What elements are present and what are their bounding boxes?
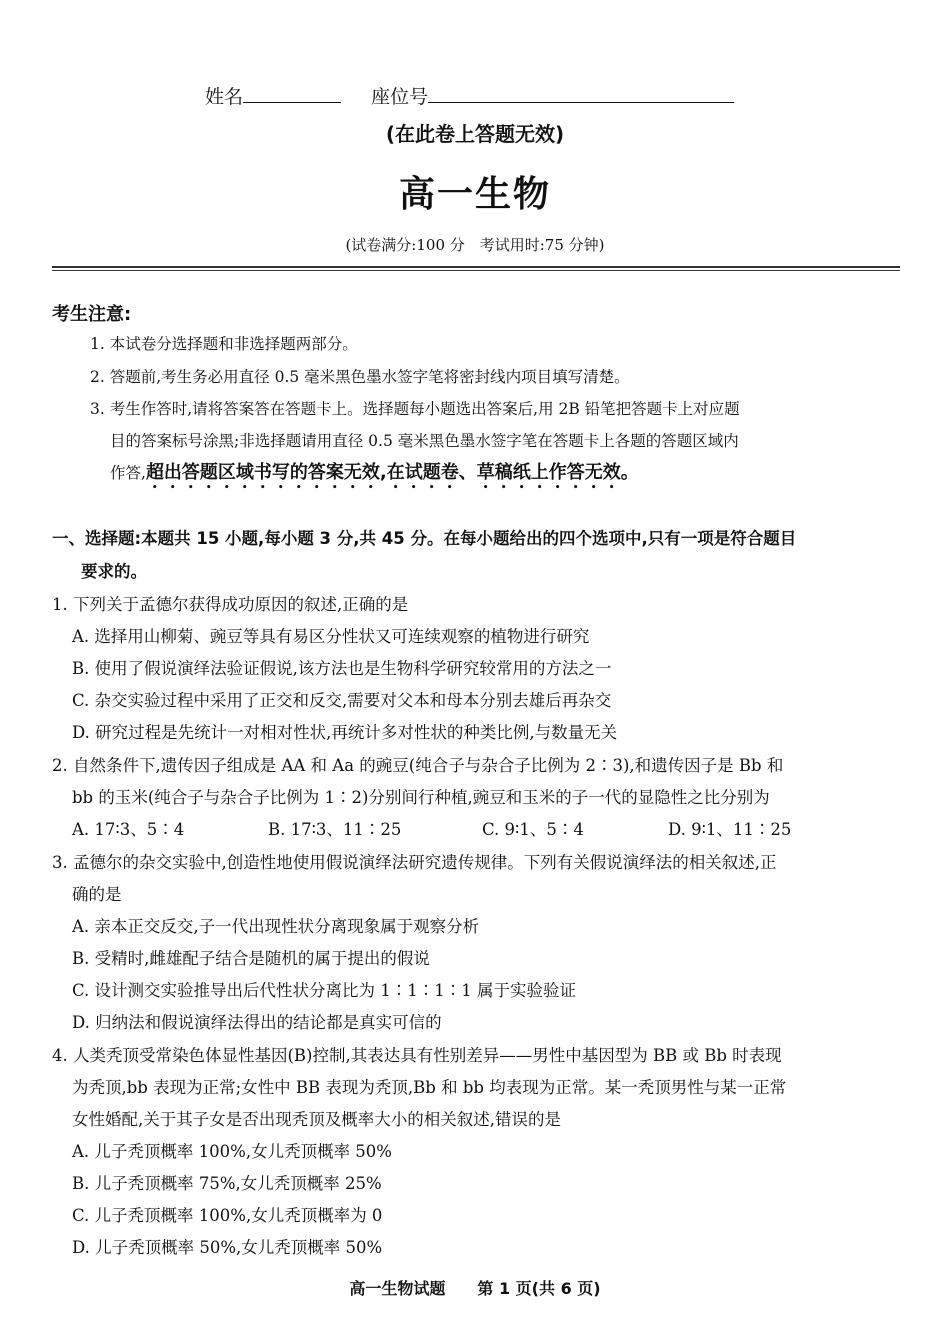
notice-emphasis: 超出答题区域书写的答案无效,在试题卷、草稿纸上作答无效。 (145, 462, 639, 483)
question-1-option-d: D. 研究过程是先统计一对相对性状,再统计多对性状的种类比例,与数量无关 (72, 723, 618, 742)
header-rule-thick (52, 266, 900, 268)
notice-heading: 考生注意: (52, 304, 132, 325)
question-1-option-b: B. 使用了假说演绎法验证假说,该方法也是生物科学研究较常用的方法之一 (72, 659, 612, 678)
question-3-option-a: A. 亲本正交反交,子一代出现性状分离现象属于观察分析 (72, 917, 480, 936)
question-2-option-c: C. 9∶1、5∶4 (482, 820, 584, 839)
notice-item-2: 2. 答题前,考生务必用直径 0.5 毫米黑色墨水签字笔将密封线内项目填写清楚。 (90, 368, 630, 386)
question-3-stem-line-1: 3. 孟德尔的杂交实验中,创造性地使用假说演绎法研究遗传规律。下列有关假说演绎法的相关叙述,正 (52, 853, 777, 872)
question-2-stem-line-1: 2. 自然条件下,遗传因子组成是 AA 和 Aa 的豌豆(纯合子与杂合子比例为 2∶3),和遗传因子是 Bb 和 (52, 756, 784, 775)
question-4-option-c: C. 儿子秃顶概率 100%,女儿秃顶概率为 0 (72, 1206, 383, 1225)
page-footer: 高一生物试题 第 1 页(共 6 页) (349, 1279, 601, 1298)
notice-item-3-line-1: 3. 考生作答时,请将答案答在答题卡上。选择题每小题选出答案后,用 2B 铅笔把答题卡上对应题 (90, 400, 740, 418)
question-2-option-a: A. 17∶3、5∶4 (72, 820, 185, 839)
question-1-stem: 1. 下列关于孟德尔获得成功原因的叙述,正确的是 (52, 595, 409, 614)
question-4-option-a: A. 儿子秃顶概率 100%,女儿秃顶概率 50% (72, 1142, 392, 1161)
question-4-option-d: D. 儿子秃顶概率 50%,女儿秃顶概率 50% (72, 1238, 383, 1257)
name-field (243, 84, 341, 103)
question-4-stem-line-2: 为秃顶,bb 表现为正常;女性中 BB 表现为秃顶,Bb 和 bb 均表现为正常。某一秃顶男性与某一正常 (72, 1078, 787, 1097)
header-rule-thin (52, 270, 900, 271)
notice-item-3-line-3 (110, 462, 639, 493)
question-1-option-a: A. 选择用山柳菊、豌豆等具有易区分性状又可连续观察的植物进行研究 (72, 627, 590, 646)
question-4-stem-line-3: 女性婚配,关于其子女是否出现秃顶及概率大小的相关叙述,错误的是 (72, 1110, 561, 1129)
name-label: 姓名 (205, 86, 244, 108)
question-4-option-b: B. 儿子秃顶概率 75%,女儿秃顶概率 25% (72, 1174, 382, 1193)
page-title: 高一生物 (398, 173, 551, 215)
seat-field (428, 84, 734, 103)
question-4-stem-line-1: 4. 人类秃顶受常染色体显性基因(B)控制,其表达具有性别差异——男性中基因型为 BB 或 Bb 时表现 (52, 1046, 782, 1065)
seat-label: 座位号 (371, 86, 429, 108)
section-heading-line-2: 要求的。 (81, 562, 147, 581)
question-3-option-d: D. 归纳法和假说演绎法得出的结论都是真实可信的 (72, 1013, 442, 1032)
candidate-info (205, 84, 734, 109)
notice-item-1: 1. 本试卷分选择题和非选择题两部分。 (90, 335, 358, 353)
notice-item-3-prefix: 作答, (110, 464, 146, 482)
exam-subtitle: (试卷满分:100 分 考试用时:75 分钟) (345, 236, 605, 254)
question-3-stem-line-2: 确的是 (72, 885, 122, 904)
question-3-option-c: C. 设计测交实验推导出后代性状分离比为 1∶1∶1∶1 属于实验验证 (72, 981, 577, 1000)
notice-item-3-line-2: 目的答案标号涂黑;非选择题请用直径 0.5 毫米黑色墨水签字笔在答题卡上各题的答题区域内 (110, 432, 739, 450)
question-2-option-b: B. 17∶3、11∶25 (268, 820, 402, 839)
invalid-note: (在此卷上答题无效) (385, 122, 565, 146)
question-2-stem-line-2: bb 的玉米(纯合子与杂合子比例为 1∶2)分别间行种植,豌豆和玉米的子一代的显隐性之比分别为 (72, 788, 770, 807)
question-1-option-c: C. 杂交实验过程中采用了正交和反交,需要对父本和母本分别去雄后再杂交 (72, 691, 612, 710)
section-heading-line-1: 一、选择题:本题共 15 小题,每小题 3 分,共 45 分。在每小题给出的四个选项中,只有一项是符合题目 (52, 529, 797, 548)
question-2-option-d: D. 9∶1、11∶25 (668, 820, 792, 839)
question-3-option-b: B. 受精时,雌雄配子结合是随机的属于提出的假说 (72, 949, 430, 968)
